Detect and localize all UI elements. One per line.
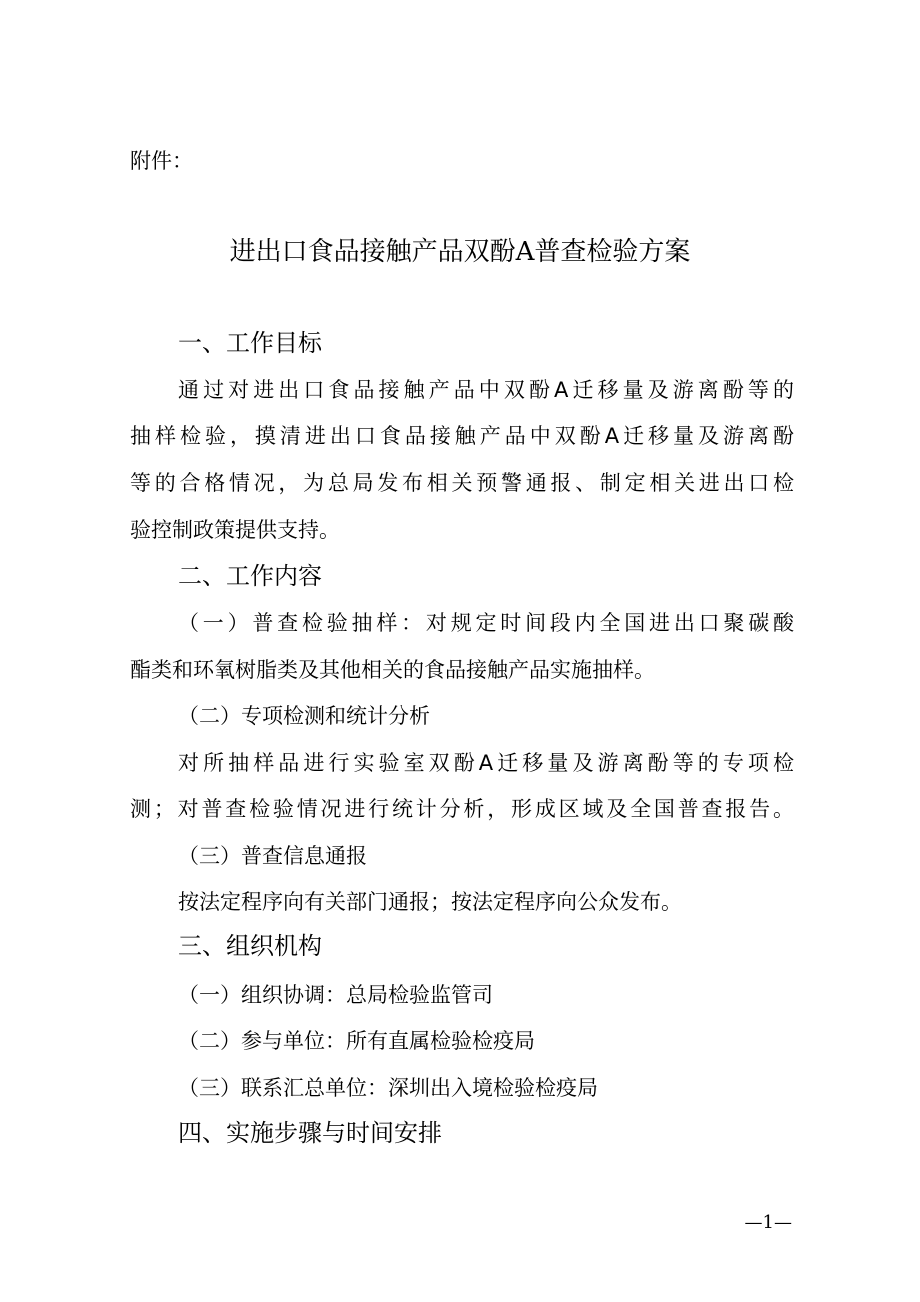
section-3-item-2: （二）参与单位：所有直属检验检疫局 [178,1029,535,1053]
section-2-item-3: （三）普查信息通报 [178,844,367,868]
section-2-item-2-paragraph-line-2: 测；对普查检验情况进行统计分析，形成区域及全国普查报告。 [130,797,794,821]
section-3-item-1: （一）组织协调：总局检验监管司 [178,983,493,1007]
section-1-paragraph-line-2: 抽样检验，摸清进出口食品接触产品中双酚A迁移量及游离酚 [130,424,794,448]
section-2-item-2: （二）专项检测和统计分析 [178,704,430,728]
section-1-paragraph-line-3: 等的合格情况，为总局发布相关预警通报、制定相关进出口检 [130,471,794,495]
section-1-heading: 一、工作目标 [178,329,322,357]
document-title: 进出口食品接触产品双酚A普查检验方案 [229,237,691,267]
section-2-item-2-paragraph-line-1: 对所抽样品进行实验室双酚A迁移量及游离酚等的专项检 [178,751,794,775]
attachment-label: 附件： [130,149,193,173]
section-1-paragraph-line-4: 验控制政策提供支持。 [130,518,340,542]
section-2-item-1-line-2: 酯类和环氧树脂类及其他相关的食品接触产品实施抽样。 [130,658,655,682]
section-2-heading: 二、工作内容 [178,562,322,590]
page-number: —1— [744,1212,792,1233]
section-3-item-3: （三）联系汇总单位：深圳出入境检验检疫局 [178,1076,598,1100]
section-1-paragraph-line-1: 通过对进出口食品接触产品中双酚A迁移量及游离酚等的 [178,378,794,402]
section-2-item-1-line-1: （一）普查检验抽样：对规定时间段内全国进出口聚碳酸 [178,611,794,635]
section-2-item-3-paragraph: 按法定程序向有关部门通报；按法定程序向公众发布。 [178,890,682,914]
section-4-heading: 四、实施步骤与时间安排 [178,1119,442,1147]
section-3-heading: 三、组织机构 [178,932,322,960]
